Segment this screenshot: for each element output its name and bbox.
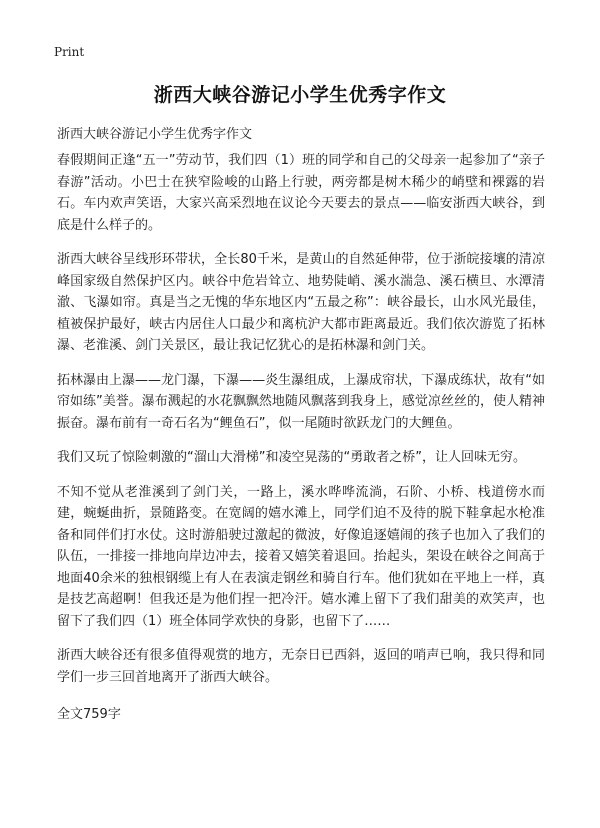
paragraph: 拓林瀑由上瀑——龙门瀑，下瀑——炎生瀑组成，上瀑成帘状，下瀑成练状，故有“如帘如练”美誉。瀑布溅起的水花飘飘然地随风飘落到我身上，感觉凉丝丝的，使人精神振奋。瀑布前有一奇石名为“鲤鱼石”，似一尾随时欲跃龙门的大鲤鱼。	[57, 372, 545, 431]
article-subtitle: 浙西大峡谷游记小学生优秀字作文	[57, 127, 253, 142]
word-count: 全文759字	[57, 707, 121, 722]
paragraph: 我们又玩了惊险刺激的“溜山大滑梯”和凌空晃荡的“勇敢者之桥”，让人回味无穷。	[57, 450, 526, 465]
paragraph: 浙西大峡谷还有很多值得观赏的地方，无奈日已西斜，返回的哨声已响，我只得和同学们一步三回首地离开了浙西大峡谷。	[57, 648, 545, 685]
page-title: 浙西大峡谷游记小学生优秀字作文	[153, 84, 447, 106]
paragraph: 春假期间正逢“五一”劳动节，我们四（1）班的同学和自己的父母亲一起参加了“亲子春游”活动。小巴士在狭窄险峻的山路上行驶，两旁都是树木稀少的峭壁和裸露的岩石。车内欢声笑语，大家兴高采烈地在议论今天要去的景点——临安浙西大峡谷，到底是什么样子的。	[57, 153, 545, 233]
article-body	[57, 150, 545, 701]
paragraph: 不知不觉从老淮溪到了剑门关，一路上，溪水哗哗流淌，石阶、小桥、栈道傍水而建，蜿蜒曲折，景随路变。在宽阔的嬉水滩上，同学们迫不及待的脱下鞋拿起水枪准备和同伴们打水仗。这时游船驶过激起的微波，好像追逐嬉闹的孩子也加入了我们的队伍，一排接一排地向岸边冲去，接着又嬉笑着退回。抬起头，架设在峡谷之间高于地面40余米的独根钢缆上有人在表演走钢丝和骑自行车。他们犹如在平地上一样，真是技艺高超啊！但我还是为他们捏一把冷汗。嬉水滩上留下了我们甜美的欢笑声，也留下了我们四（1）班全体同学欢快的身影，也留下了……	[57, 484, 545, 629]
print-label: Print	[54, 45, 85, 59]
paragraph: 浙西大峡谷呈线形环带状，全长80千米，是黄山的自然延伸带，位于浙皖接壤的清凉峰国家级自然保护区内。峡谷中危岩耸立、地势陡峭、溪水湍急、溪石横旦、水潭清澈、飞瀑如帘。真是当之无愧的华东地区内“五最之称”：峡谷最长，山水风光最佳，植被保护最好，峡古内居住人口最少和离杭沪大都市距离最近。我们依次游览了拓林瀑、老淮溪、剑门关景区，最让我记忆犹心的是拓林瀑和剑门关。	[57, 252, 545, 353]
